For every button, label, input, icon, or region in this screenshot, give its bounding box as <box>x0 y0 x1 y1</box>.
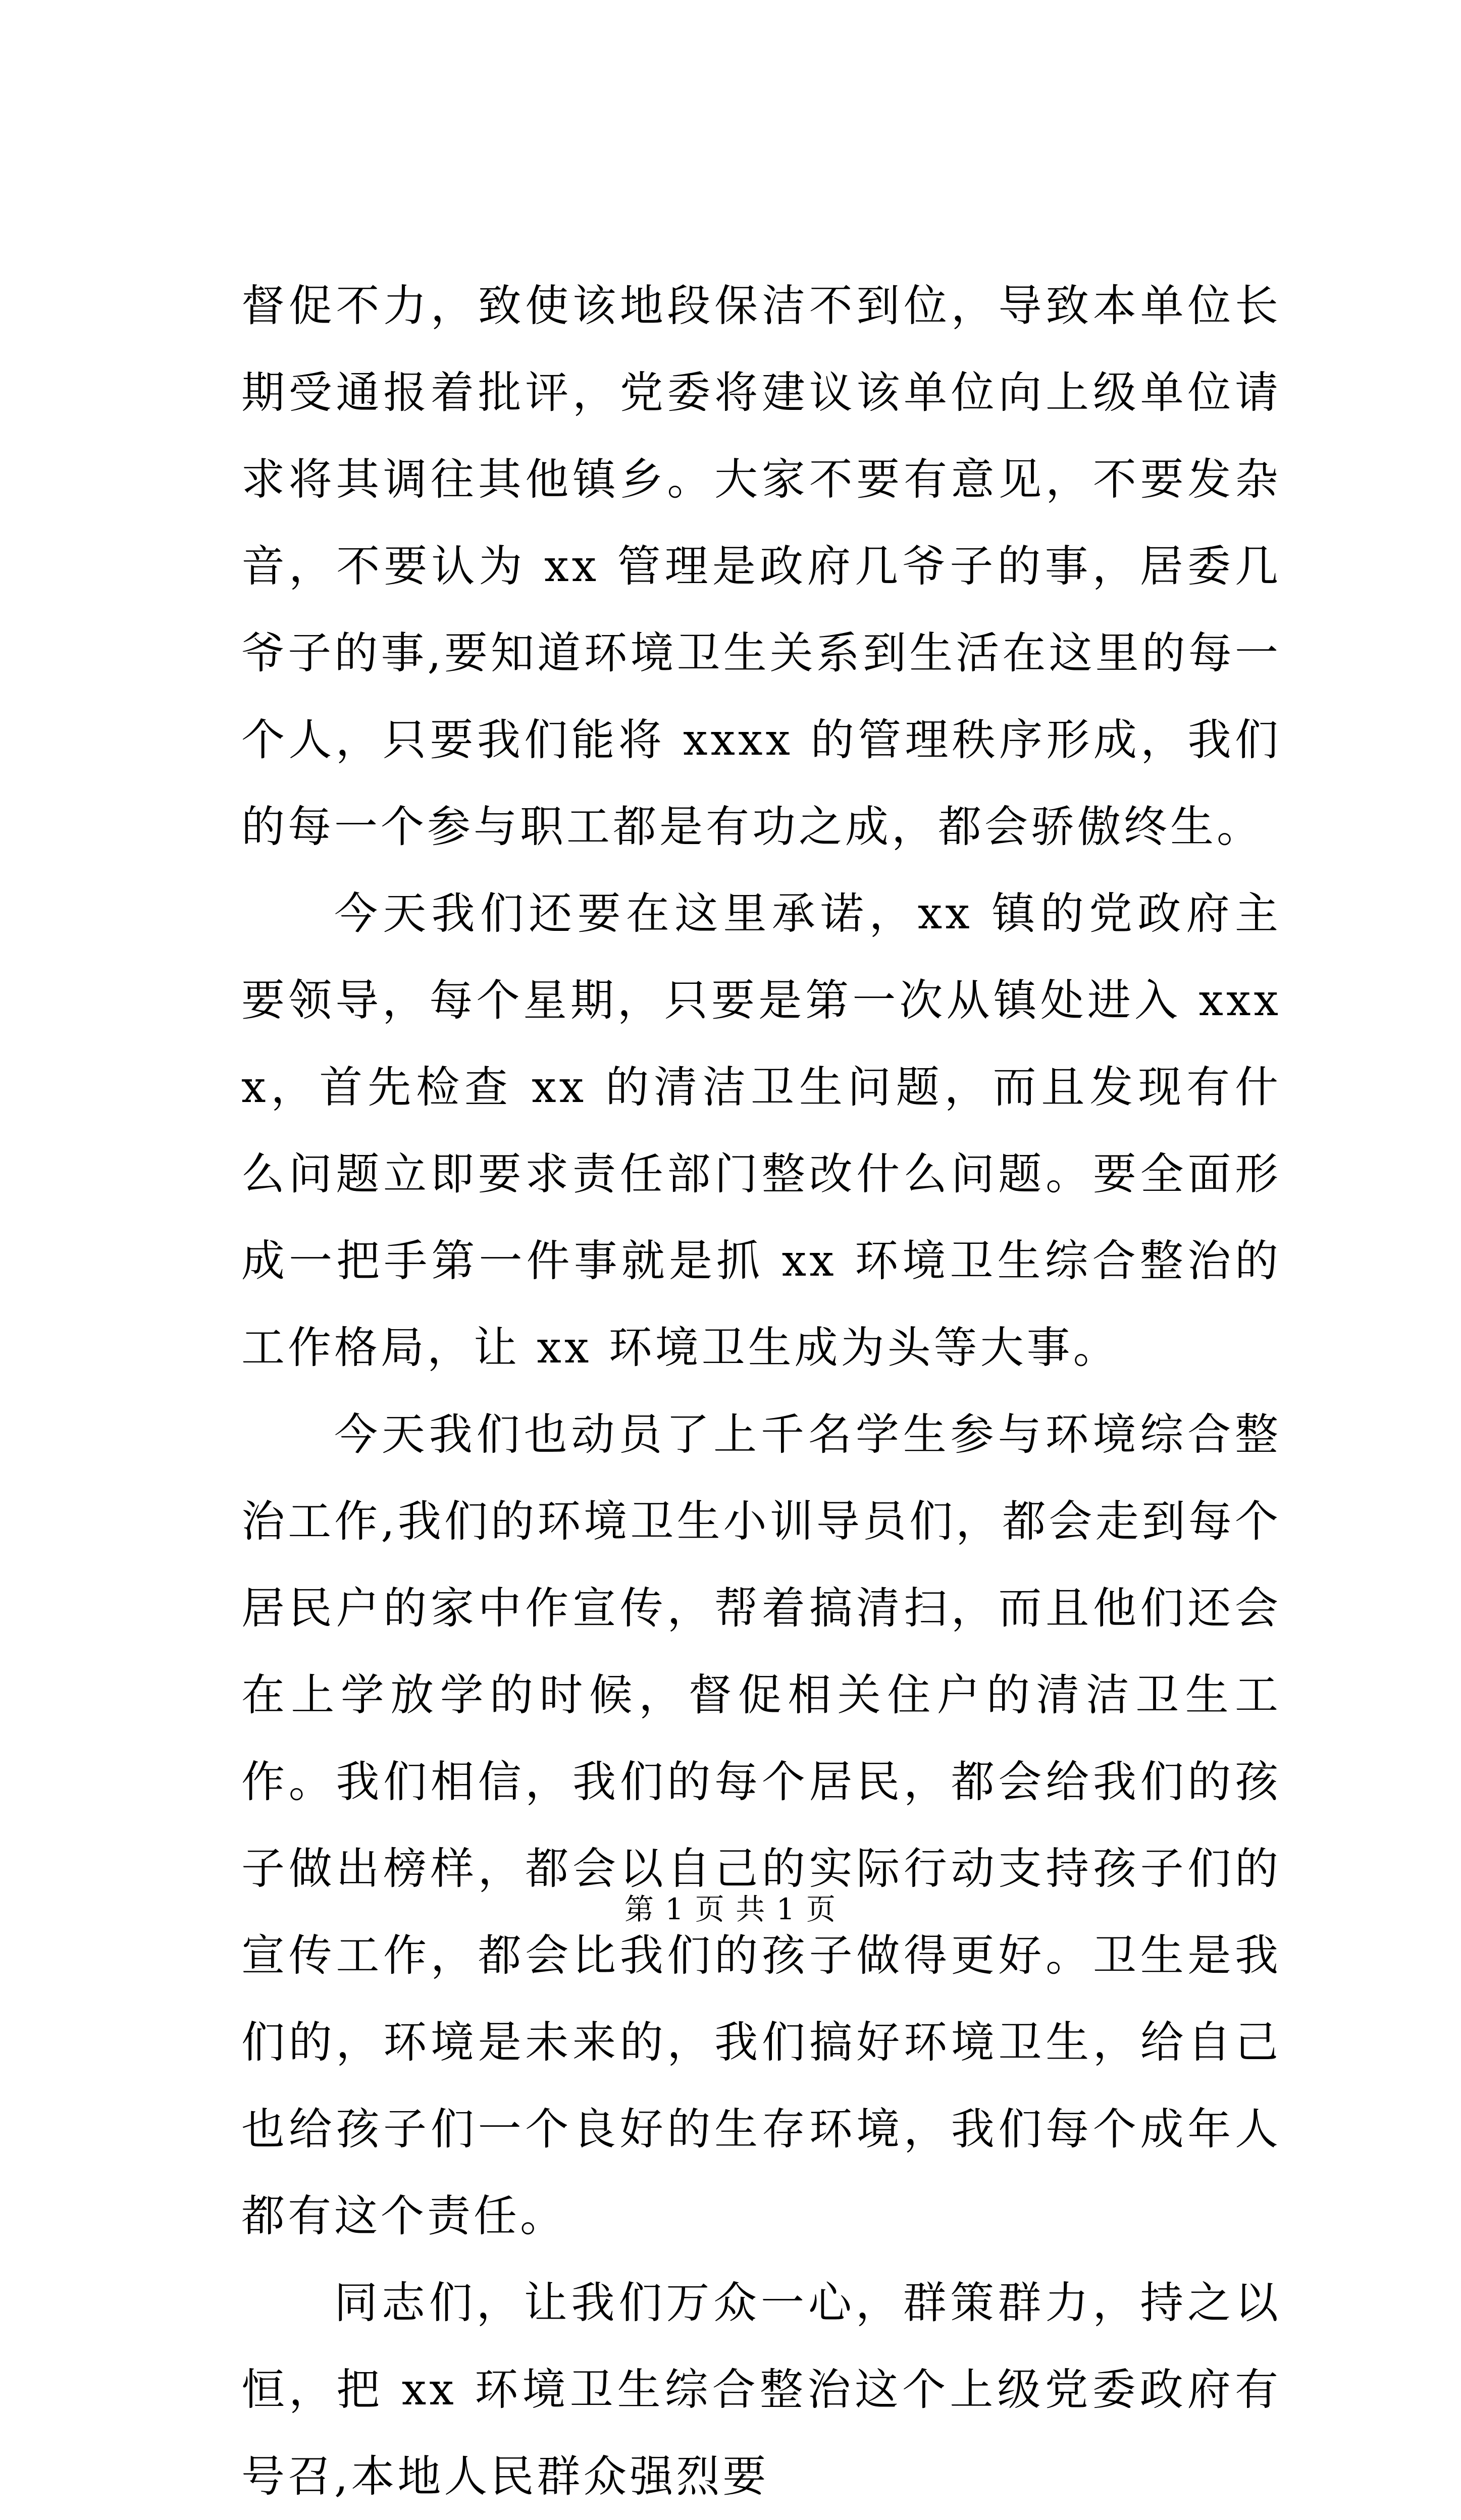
document-body <box>241 262 1281 2520</box>
paragraph-2: 今天我们还要在这里承诺，xx 镇的党政府主要领导，每个星期，只要是第一次从镇处进入 xxxx，首先检查 xx 的清洁卫生问题，而且发现有什么问题立即要求责任部门整改什么问题。要全面形成一把手第一件事就是抓 xx 环境卫生综合整治的工作格局，让 xx 环境卫生成为头等大事。 <box>241 888 1281 1373</box>
page-footer: 第 1 页 共 1 页 <box>624 1892 837 1926</box>
paragraph-1: 督促不力，致使该地段保洁不到位，导致本单位长期受通报着批评，党委将建议该单位向上级单位请求将其调往其他镇乡。大家不要有意见，不要发杂音，不要认为 xx 管理是政府几爷子的事，居委几爷子的事,要知道环境卫生关系到生活在这里的每一个人，只要我们能将 xxxx 的管理秩序形成，我们的每一个参与职工都是有功之成，都会骄傲终生。 <box>241 281 1281 852</box>
paragraph-4: 同志们，让我们万众一心，群策群力，持之以恒，把 xx 环境卫生综合整治这个上级党委政府有号召,本地人民群众强烈要 <box>241 2278 1281 2502</box>
paragraph-3: 今天我们也动员了上千名学生参与环境综合整治工作,我们的环境卫生小训导员们，都会走到每个居民户的家中作宣传，帮着搞清扫，而且他们还会在上学放学的时候，督促相关住户的清洁卫生工作。我们相信，我们的每个居民，都会给我们的孩子做出榜样，都会以自己的实际行动支持孩子们的宣传工作，都会比我们的孩子做得更好。卫生是我们的，环境是未来的，我们搞好环境卫生，给自己也给孩子们一个良好的生存环境，我们每个成年人都有这个责任。 <box>241 1409 1281 2241</box>
